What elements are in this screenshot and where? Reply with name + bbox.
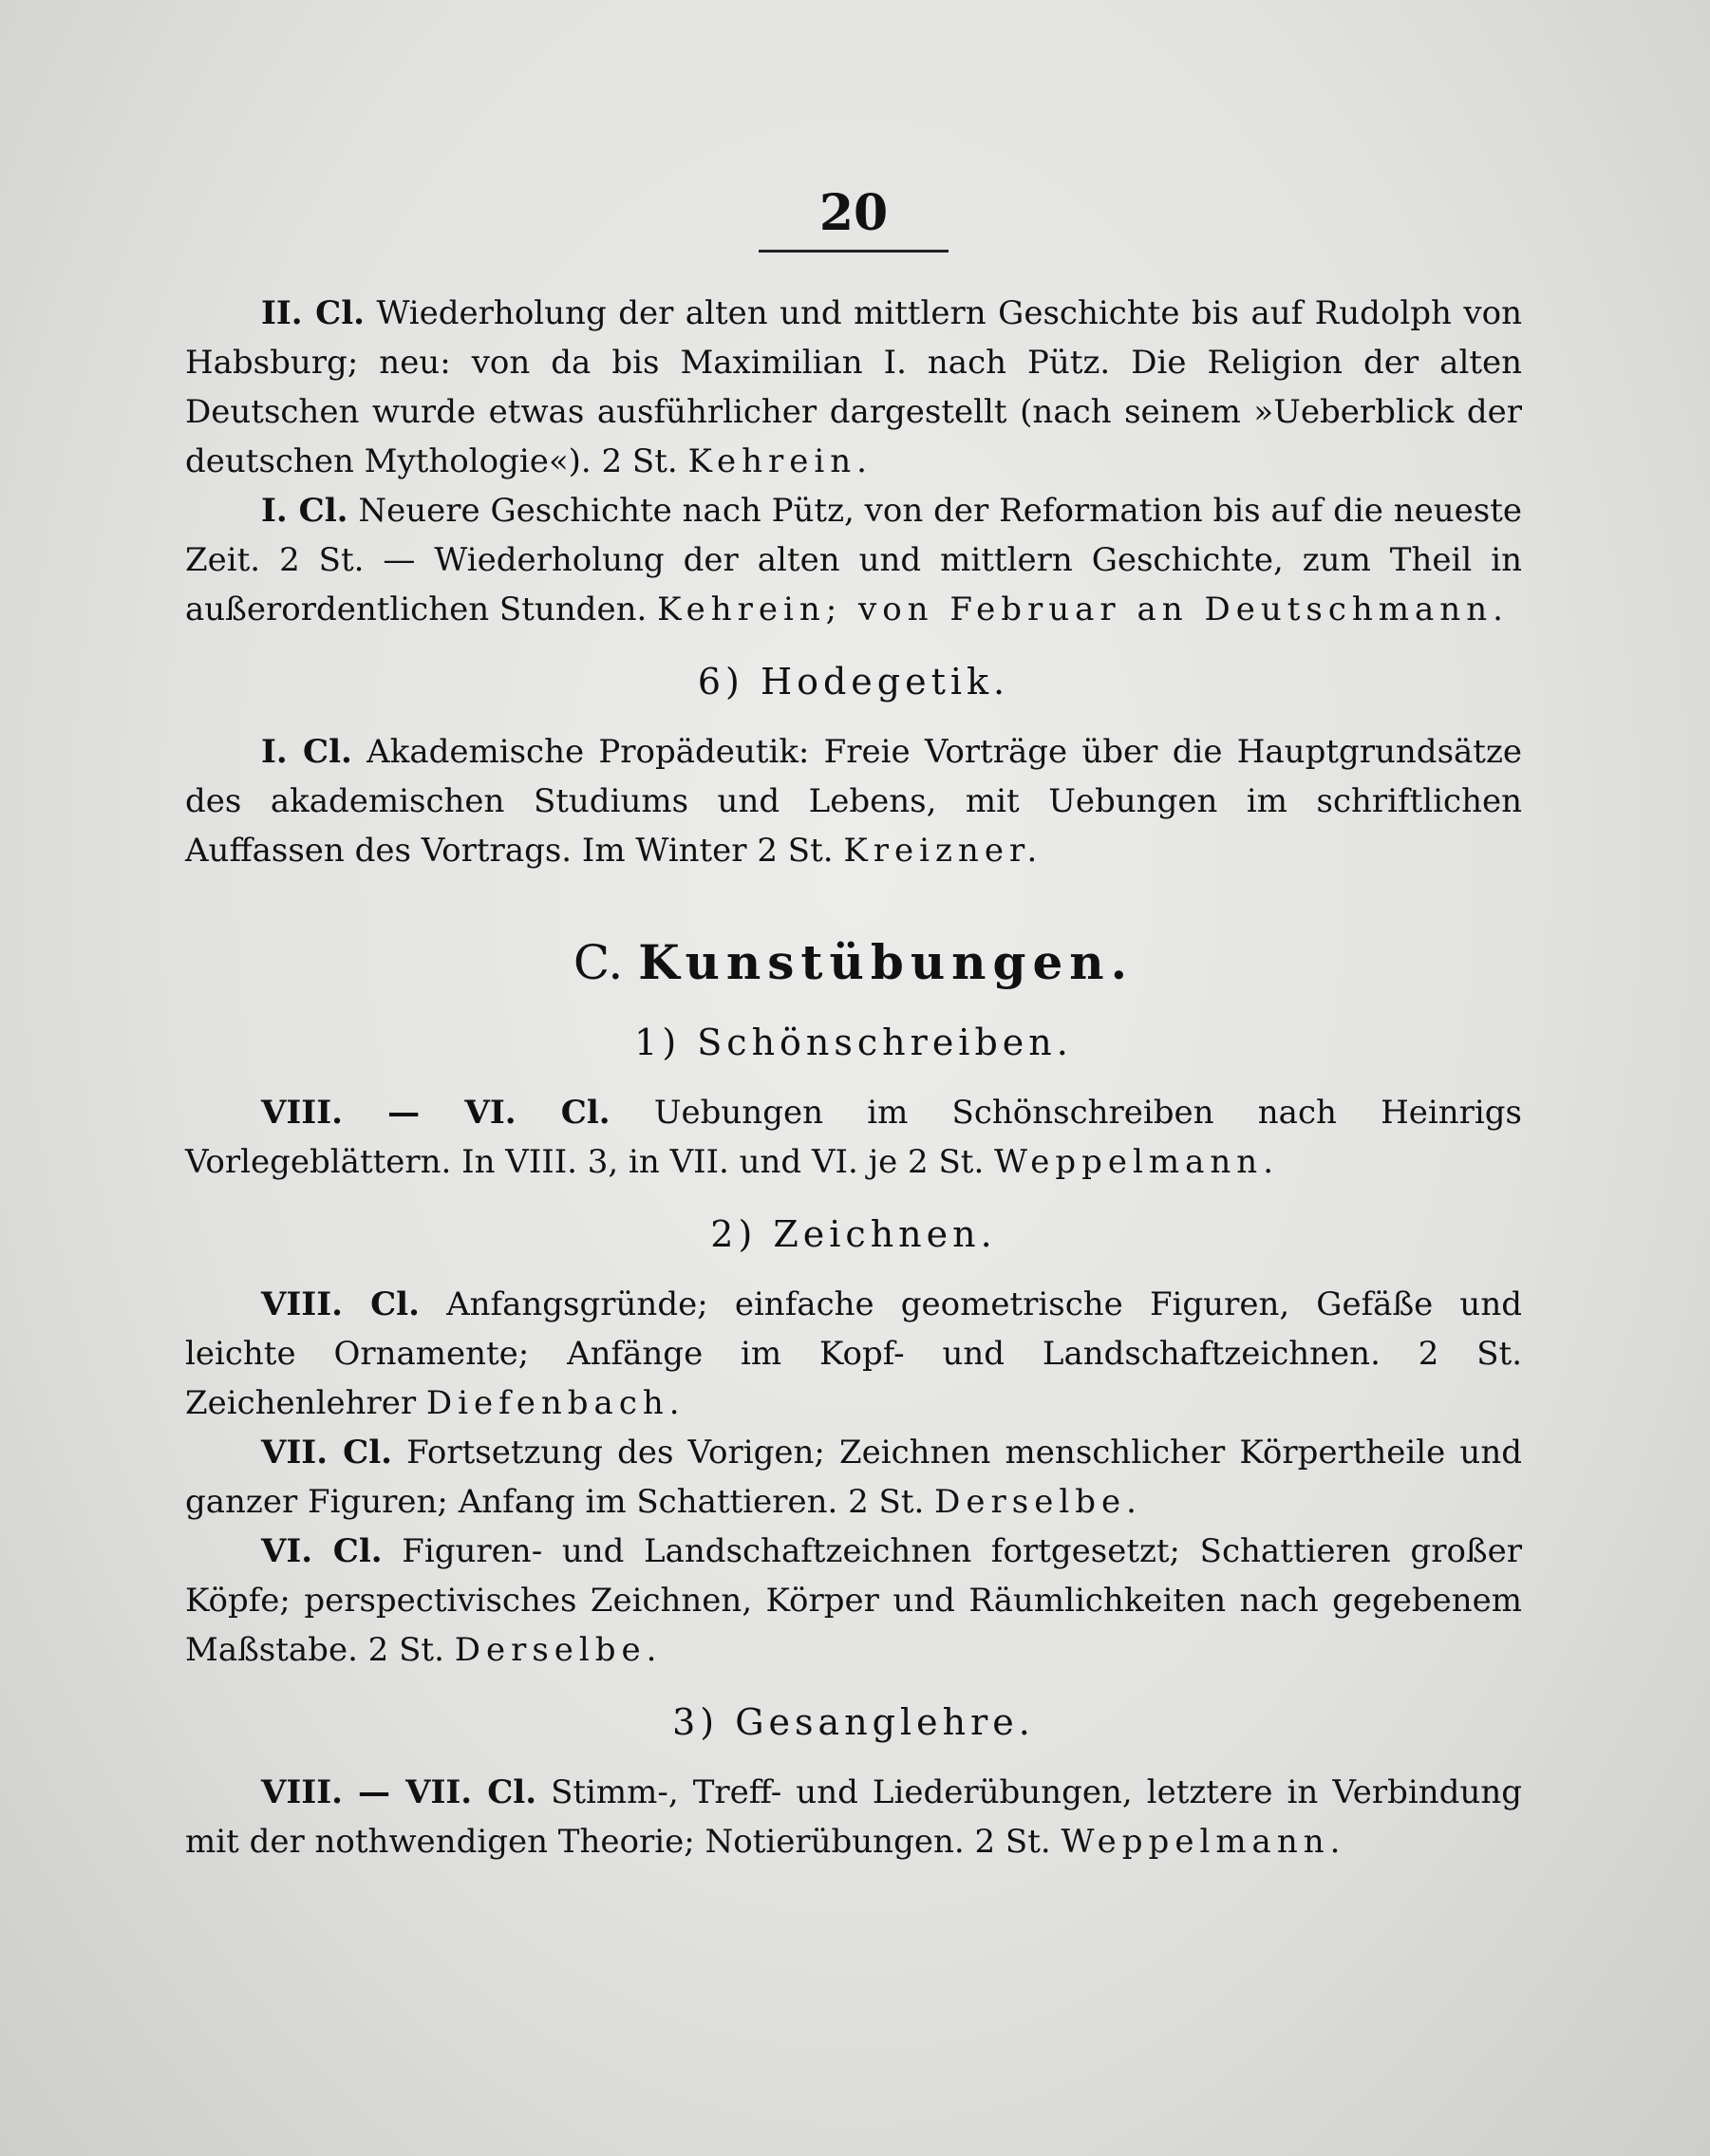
class-label: I. Cl. bbox=[261, 733, 352, 771]
paragraph-zeichnen-viii bbox=[185, 1280, 1522, 1428]
teacher-name: Diefenbach. bbox=[425, 1384, 686, 1422]
paragraph-zeichnen-vi bbox=[185, 1527, 1522, 1675]
teacher-name: Derselbe. bbox=[934, 1483, 1142, 1521]
subheading-schoenschreiben: 1) Schönschreiben. bbox=[634, 1022, 1073, 1063]
section-title: Kunstübungen. bbox=[638, 934, 1135, 990]
paragraph-text: Uebungen im Schönschreiben nach Heinrigs Vorlegeblättern. In VIII. 3, in VII. und VI. je 2 St. bbox=[185, 1094, 1522, 1181]
class-label: I. Cl. bbox=[261, 492, 348, 530]
paragraph-gesanglehre bbox=[185, 1768, 1522, 1866]
paragraph-text: Stimm-, Treff- und Liederübungen, letztere in Verbindung mit der nothwendigen Theorie; Notierübungen. 2 St. bbox=[185, 1773, 1523, 1861]
paragraph-text: Wiederholung der alten und mittlern Geschichte bis auf Rudolph von Habsburg; neu: von da bis Maximilian I. nach Pütz. Die Religion der alten Deutschen wurde etwas ausführlicher dargestellt (nach seinem »Ueberblick der deutschen Mythologie«). 2 St. bbox=[185, 294, 1522, 480]
paragraph-history-i bbox=[185, 486, 1522, 634]
subheading-zeichnen: 2) Zeichnen. bbox=[710, 1213, 997, 1255]
paragraph-text: Figuren- und Landschaftzeichnen fortgesetzt; Schattieren großer Köpfe; perspectivisches Zeichnen, Körper und Räumlichkeiten nach gegebenem Maßstabe. 2 St. bbox=[185, 1532, 1522, 1669]
paragraph-text: Neuere Geschichte nach Pütz, von der Reformation bis auf die neueste Zeit. 2 St. — Wiederholung der alten und mittlern Geschichte, zum Theil in außerordentlichen Stunden. bbox=[185, 492, 1522, 628]
page-number: 20 bbox=[818, 184, 889, 242]
subheading-hodegetik: 6) Hodegetik. bbox=[697, 661, 1010, 703]
header-rule bbox=[759, 250, 949, 253]
paragraph-hodegetik bbox=[185, 727, 1522, 875]
teacher-name: Derselbe. bbox=[454, 1631, 663, 1669]
class-label: VIII. — VII. Cl. bbox=[261, 1773, 537, 1811]
section-letter: C. bbox=[573, 935, 624, 990]
teacher-name: Kreizner. bbox=[843, 832, 1043, 870]
paragraph-zeichnen-vii bbox=[185, 1428, 1522, 1527]
paragraph-text: Fortsetzung des Vorigen; Zeichnen menschlicher Körpertheile und ganzer Figuren; Anfang im Schattieren. 2 St. bbox=[185, 1434, 1522, 1521]
teacher-name: Kehrein; von Februar an Deutschmann. bbox=[657, 591, 1509, 628]
teacher-name: Kehrein. bbox=[687, 442, 873, 480]
class-label: VII. Cl. bbox=[261, 1434, 392, 1472]
subheading-gesanglehre: 3) Gesanglehre. bbox=[672, 1701, 1035, 1743]
class-label: VIII. — VI. Cl. bbox=[261, 1094, 611, 1132]
paragraph-history-ii bbox=[185, 289, 1522, 486]
section-heading-c bbox=[185, 934, 1522, 991]
class-label: VIII. Cl. bbox=[261, 1285, 420, 1323]
teacher-name: Weppelmann. bbox=[1061, 1823, 1346, 1861]
paragraph-schoenschreiben bbox=[185, 1088, 1522, 1187]
teacher-name: Weppelmann. bbox=[994, 1143, 1280, 1181]
page-body bbox=[185, 185, 1522, 1866]
paragraph-text: Akademische Propädeutik: Freie Vorträge über die Hauptgrundsätze des akademischen Studiums und Lebens, mit Uebungen im schriftlichen Auffassen des Vortrags. Im Winter 2 St. bbox=[185, 733, 1522, 870]
class-label: II. Cl. bbox=[261, 294, 365, 332]
class-label: VI. Cl. bbox=[261, 1532, 383, 1570]
paragraph-text: Anfangsgründe; einfache geometrische Figuren, Gefäße und leichte Ornamente; Anfänge im Kopf- und Landschaftzeichnen. 2 St. Zeichenlehrer bbox=[185, 1285, 1522, 1422]
